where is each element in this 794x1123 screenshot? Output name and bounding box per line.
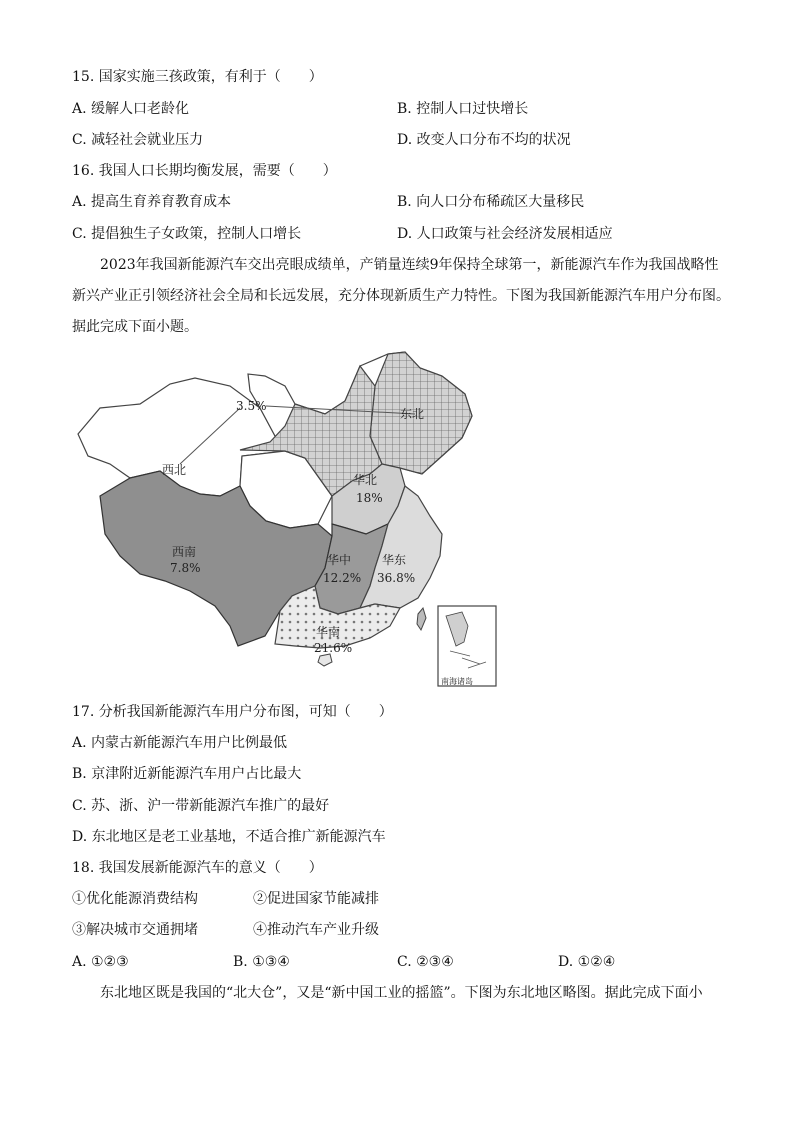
q16-option-a: A. 提高生育养育教育成本	[72, 194, 232, 210]
q16-option-c: C. 提倡独生子女政策，控制人口增长	[72, 226, 302, 242]
label-inset: 南海诸岛	[441, 677, 473, 686]
passage-new-energy: 2023年我国新能源汽车交出亮眼成绩单，产销量连续9年保持全球第一，新能源汽车作为我国战略性新兴产业正引领经济社会全局和长远发展，充分体现新质生产力特性。下图为我国新能源汽车用户分布图。据此完成下面小题。	[72, 257, 730, 335]
label-southwest-share: 7.8%	[170, 561, 201, 575]
q17-option-d: D. 东北地区是老工业基地，不适合推广新能源汽车	[72, 829, 386, 845]
label-north: 华北	[353, 473, 378, 487]
island-taiwan	[417, 608, 426, 630]
q18-option-a: A. ①②③	[72, 954, 129, 970]
q16-option-d: D. 人口政策与社会经济发展相适应	[397, 226, 613, 242]
q15-option-d: D. 改变人口分布不均的状况	[397, 132, 571, 148]
label-northeast-share: 3.5%	[236, 399, 267, 413]
q18-option-d: D. ①②④	[558, 954, 616, 970]
label-central-share: 12.2%	[323, 571, 362, 585]
q17-option-b: B. 京津附近新能源汽车用户占比最大	[72, 766, 302, 782]
q18-stem: 18. 我国发展新能源汽车的意义（ ）	[72, 860, 323, 876]
label-northwest: 西北	[162, 463, 187, 477]
q17-stem: 17. 分析我国新能源汽车用户分布图，可知（ ）	[72, 704, 393, 720]
label-southwest: 西南	[172, 545, 197, 559]
q15-option-b: B. 控制人口过快增长	[397, 101, 529, 117]
q18-statement-1: ①优化能源消费结构	[72, 891, 198, 907]
q15-option-c: C. 减轻社会就业压力	[72, 132, 204, 148]
label-northeast: 东北	[400, 407, 425, 421]
q15-option-a: A. 缓解人口老龄化	[72, 101, 190, 117]
label-south-share: 21.6%	[314, 641, 353, 655]
q16-stem: 16. 我国人口长期均衡发展，需要（ ）	[72, 163, 337, 179]
label-north-share: 18%	[356, 491, 383, 505]
label-east: 华东	[382, 553, 407, 567]
label-central: 华中	[327, 553, 352, 567]
label-south: 华南	[316, 625, 341, 639]
q18-statement-4: ④推动汽车产业升级	[253, 922, 379, 938]
q17-option-c: C. 苏、浙、沪一带新能源汽车推广的最好	[72, 798, 330, 814]
q18-option-b: B. ①③④	[233, 954, 290, 970]
q18-statement-2: ②促进国家节能减排	[253, 891, 379, 907]
q18-option-c: C. ②③④	[397, 954, 454, 970]
q16-option-b: B. 向人口分布稀疏区大量移民	[397, 194, 585, 210]
q17-option-a: A. 内蒙古新能源汽车用户比例最低	[72, 735, 288, 751]
label-east-share: 36.8%	[377, 571, 416, 585]
island-hainan	[318, 654, 332, 666]
q18-statement-3: ③解决城市交通拥堵	[72, 922, 198, 938]
passage-northeast: 东北地区既是我国的“北大仓”，又是“新中国工业的摇篮”。下图为东北地区略图。据此完成下面小	[100, 985, 703, 1001]
q15-stem: 15. 国家实施三孩政策，有利于（ ）	[72, 69, 323, 85]
new-energy-vehicle-user-map	[70, 346, 500, 690]
